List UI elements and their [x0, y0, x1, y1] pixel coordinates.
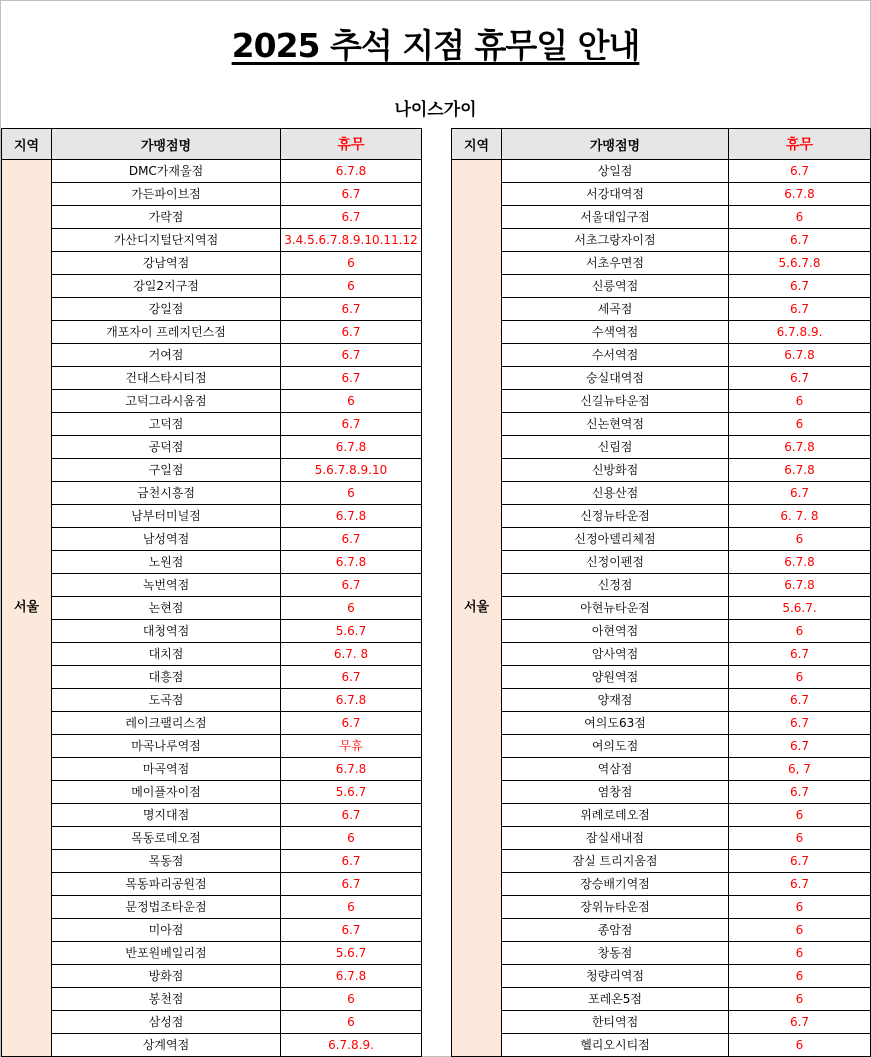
holiday-days-cell: 무휴	[281, 735, 422, 758]
holiday-days-cell: 6.7	[729, 712, 871, 735]
store-name-cell: 가락점	[52, 206, 281, 229]
holiday-days-cell: 6	[729, 413, 871, 436]
region-cell: 서울	[2, 160, 52, 1057]
store-name-cell: 수색역점	[502, 321, 729, 344]
holiday-days-cell: 6	[281, 252, 422, 275]
table-row	[452, 436, 871, 459]
table-row	[452, 160, 871, 183]
table-row	[452, 942, 871, 965]
table-row	[2, 229, 422, 252]
holiday-days-cell: 6	[729, 390, 871, 413]
holiday-days-cell: 6	[729, 206, 871, 229]
holiday-days-cell: 6.7.8	[729, 436, 871, 459]
store-name-cell: 서울대입구점	[502, 206, 729, 229]
right-schedule-table	[451, 128, 871, 1057]
holiday-days-cell: 5.6.7.8	[729, 252, 871, 275]
table-row	[452, 643, 871, 666]
holiday-days-cell: 5.6.7	[281, 620, 422, 643]
holiday-days-cell: 6.7	[281, 574, 422, 597]
table-row	[452, 1034, 871, 1057]
holiday-days-cell: 6.7.8	[281, 160, 422, 183]
table-row	[2, 597, 422, 620]
holiday-days-cell: 6.7	[281, 413, 422, 436]
store-column-header: 가맹점명	[52, 129, 281, 160]
holiday-days-cell: 6	[281, 482, 422, 505]
store-name-cell: 레이크팰리스점	[52, 712, 281, 735]
table-row	[452, 620, 871, 643]
store-name-cell: 도곡점	[52, 689, 281, 712]
table-row	[452, 919, 871, 942]
store-name-cell: 신정아델리체점	[502, 528, 729, 551]
holiday-days-cell: 3.4.5.6.7.8.9.10.11.12	[281, 229, 422, 252]
holiday-days-cell: 6.7.8	[281, 436, 422, 459]
holiday-days-cell: 6	[281, 896, 422, 919]
store-name-cell: 강일2지구점	[52, 275, 281, 298]
holiday-column-header: 휴무	[729, 129, 871, 160]
table-row	[452, 735, 871, 758]
holiday-days-cell: 5.6.7.8.9.10	[281, 459, 422, 482]
holiday-days-cell: 6.7	[729, 735, 871, 758]
store-name-cell: 신방화점	[502, 459, 729, 482]
holiday-days-cell: 6	[729, 620, 871, 643]
table-row	[2, 344, 422, 367]
store-name-cell: 위례로데오점	[502, 804, 729, 827]
store-name-cell: 아현뉴타운점	[502, 597, 729, 620]
store-name-cell: 목동파리공원점	[52, 873, 281, 896]
holiday-days-cell: 6.7.8	[281, 758, 422, 781]
holiday-days-cell: 6.7	[729, 689, 871, 712]
holiday-days-cell: 6.7	[281, 873, 422, 896]
store-name-cell: 고덕점	[52, 413, 281, 436]
table-row	[452, 988, 871, 1011]
table-row	[452, 252, 871, 275]
table-row	[2, 298, 422, 321]
store-name-cell: 목동로데오점	[52, 827, 281, 850]
store-name-cell: 역삼점	[502, 758, 729, 781]
table-row	[452, 229, 871, 252]
region-column-header: 지역	[452, 129, 502, 160]
table-row	[452, 1011, 871, 1034]
store-name-cell: 신정뉴타운점	[502, 505, 729, 528]
holiday-days-cell: 6.7	[281, 321, 422, 344]
store-name-cell: 장승배기역점	[502, 873, 729, 896]
holiday-days-cell: 6	[281, 988, 422, 1011]
store-name-cell: 강일점	[52, 298, 281, 321]
store-name-cell: 서강대역점	[502, 183, 729, 206]
holiday-days-cell: 6.7	[281, 298, 422, 321]
holiday-days-cell: 6.7.8	[729, 183, 871, 206]
holiday-days-cell: 6	[729, 988, 871, 1011]
holiday-days-cell: 6.7	[729, 275, 871, 298]
table-row	[452, 827, 871, 850]
table-row	[2, 758, 422, 781]
table-row	[2, 781, 422, 804]
holiday-days-cell: 6.7	[281, 367, 422, 390]
holiday-days-cell: 6	[729, 804, 871, 827]
table-row	[452, 413, 871, 436]
store-name-cell: 신정점	[502, 574, 729, 597]
table-row	[452, 344, 871, 367]
store-name-cell: 문정법조타운점	[52, 896, 281, 919]
holiday-days-cell: 6.7	[281, 528, 422, 551]
store-name-cell: 상일점	[502, 160, 729, 183]
table-row	[452, 896, 871, 919]
table-row	[2, 482, 422, 505]
holiday-days-cell: 6.7	[281, 919, 422, 942]
left-schedule-table	[1, 128, 422, 1057]
store-name-cell: 목동점	[52, 850, 281, 873]
table-row	[2, 252, 422, 275]
table-row	[452, 666, 871, 689]
table-row	[452, 528, 871, 551]
table-row	[452, 781, 871, 804]
region-column-header: 지역	[2, 129, 52, 160]
store-column-header: 가맹점명	[502, 129, 729, 160]
store-name-cell: 여의도63점	[502, 712, 729, 735]
holiday-days-cell: 6.7	[729, 781, 871, 804]
table-row	[452, 850, 871, 873]
store-name-cell: 노원점	[52, 551, 281, 574]
store-name-cell: 강남역점	[52, 252, 281, 275]
holiday-days-cell: 6.7.8.9.	[281, 1034, 422, 1057]
holiday-days-cell: 6.7	[729, 367, 871, 390]
holiday-days-cell: 6.7.8	[281, 965, 422, 988]
store-name-cell: 거여점	[52, 344, 281, 367]
store-name-cell: 숭실대역점	[502, 367, 729, 390]
store-name-cell: 종암점	[502, 919, 729, 942]
store-name-cell: 잠실새내점	[502, 827, 729, 850]
table-row	[452, 459, 871, 482]
store-name-cell: 신릉역점	[502, 275, 729, 298]
store-name-cell: 공덕점	[52, 436, 281, 459]
holiday-days-cell: 6	[729, 528, 871, 551]
table-row	[2, 919, 422, 942]
holiday-days-cell: 6	[281, 1011, 422, 1034]
store-name-cell: 녹번역점	[52, 574, 281, 597]
table-row	[2, 965, 422, 988]
store-name-cell: 마곡역점	[52, 758, 281, 781]
holiday-days-cell: 6, 7	[729, 758, 871, 781]
table-row	[452, 712, 871, 735]
store-name-cell: 양원역점	[502, 666, 729, 689]
store-name-cell: 신길뉴타운점	[502, 390, 729, 413]
table-row	[2, 620, 422, 643]
store-name-cell: 남부터미널점	[52, 505, 281, 528]
holiday-column-header: 휴무	[281, 129, 422, 160]
store-name-cell: 한티역점	[502, 1011, 729, 1034]
table-row	[2, 436, 422, 459]
holiday-days-cell: 6.7	[281, 666, 422, 689]
store-name-cell: 고덕그라시움점	[52, 390, 281, 413]
holiday-days-cell: 6.7. 8	[281, 643, 422, 666]
table-row	[2, 850, 422, 873]
region-cell: 서울	[452, 160, 502, 1057]
store-name-cell: 수서역점	[502, 344, 729, 367]
table-row	[452, 482, 871, 505]
table-row	[2, 505, 422, 528]
store-name-cell: 신림점	[502, 436, 729, 459]
holiday-days-cell: 6.7.8	[729, 551, 871, 574]
table-header-row	[452, 129, 871, 160]
holiday-days-cell: 6.7	[729, 873, 871, 896]
table-row	[2, 459, 422, 482]
store-name-cell: 장위뉴타운점	[502, 896, 729, 919]
holiday-days-cell: 6	[729, 666, 871, 689]
holiday-days-cell: 6.7.8	[729, 459, 871, 482]
holiday-days-cell: 6.7	[729, 298, 871, 321]
table-row	[2, 988, 422, 1011]
table-row	[452, 367, 871, 390]
table-row	[2, 827, 422, 850]
table-row	[452, 390, 871, 413]
store-name-cell: 명지대점	[52, 804, 281, 827]
store-name-cell: 신정이펜점	[502, 551, 729, 574]
table-row	[2, 942, 422, 965]
holiday-days-cell: 6. 7. 8	[729, 505, 871, 528]
table-row	[2, 1034, 422, 1057]
store-name-cell: 건대스타시티점	[52, 367, 281, 390]
store-name-cell: 대청역점	[52, 620, 281, 643]
store-name-cell: 암사역점	[502, 643, 729, 666]
store-name-cell: 여의도점	[502, 735, 729, 758]
store-name-cell: 가든파이브점	[52, 183, 281, 206]
table-row	[452, 183, 871, 206]
table-row	[2, 206, 422, 229]
table-row	[452, 689, 871, 712]
table-row	[452, 298, 871, 321]
table-row	[2, 735, 422, 758]
holiday-days-cell: 6	[729, 965, 871, 988]
store-name-cell: 창동점	[502, 942, 729, 965]
store-name-cell: 마곡나루역점	[52, 735, 281, 758]
store-name-cell: 가산디지털단지역점	[52, 229, 281, 252]
table-row	[452, 206, 871, 229]
store-name-cell: 남성역점	[52, 528, 281, 551]
table-row	[2, 689, 422, 712]
holiday-days-cell: 6.7	[729, 1011, 871, 1034]
table-row	[452, 321, 871, 344]
page-title: 2025 추석 지점 휴무일 안내	[231, 26, 640, 65]
store-name-cell: 메이플자이점	[52, 781, 281, 804]
store-name-cell: 개포자이 프레지던스점	[52, 321, 281, 344]
table-row	[2, 367, 422, 390]
table-header-row	[2, 129, 422, 160]
holiday-days-cell: 6	[281, 827, 422, 850]
store-name-cell: 염창점	[502, 781, 729, 804]
store-name-cell: 반포원베일리점	[52, 942, 281, 965]
holiday-days-cell: 6.7.8	[281, 551, 422, 574]
table-row	[2, 275, 422, 298]
holiday-days-cell: 5.6.7.	[729, 597, 871, 620]
holiday-days-cell: 6.7	[729, 850, 871, 873]
store-name-cell: 신논현역점	[502, 413, 729, 436]
store-name-cell: 세곡점	[502, 298, 729, 321]
table-row	[2, 413, 422, 436]
holiday-days-cell: 6.7	[281, 206, 422, 229]
table-row	[2, 873, 422, 896]
holiday-days-cell: 6.7.8.9.	[729, 321, 871, 344]
store-name-cell: 논현점	[52, 597, 281, 620]
holiday-days-cell: 6.7.8	[281, 505, 422, 528]
holiday-days-cell: 6.7	[729, 482, 871, 505]
table-row	[2, 390, 422, 413]
holiday-days-cell: 6	[729, 942, 871, 965]
table-row	[452, 574, 871, 597]
holiday-days-cell: 6	[729, 1034, 871, 1057]
holiday-days-cell: 6.7.8	[729, 344, 871, 367]
holiday-days-cell: 6.7	[281, 344, 422, 367]
holiday-days-cell: 6.7	[281, 850, 422, 873]
holiday-days-cell: 6	[729, 919, 871, 942]
table-row	[2, 896, 422, 919]
store-name-cell: 청량리역점	[502, 965, 729, 988]
table-row	[2, 321, 422, 344]
store-name-cell: 구일점	[52, 459, 281, 482]
table-row	[2, 1011, 422, 1034]
table-row	[2, 712, 422, 735]
table-row	[2, 183, 422, 206]
table-row	[2, 804, 422, 827]
table-row	[452, 275, 871, 298]
table-row	[2, 528, 422, 551]
holiday-days-cell: 6	[729, 896, 871, 919]
holiday-days-cell: 6.7	[729, 160, 871, 183]
table-row	[452, 505, 871, 528]
store-name-cell: 미아점	[52, 919, 281, 942]
table-row	[2, 160, 422, 183]
store-name-cell: 양재점	[502, 689, 729, 712]
brand-subtitle: 나이스가이	[394, 100, 477, 120]
table-row	[452, 597, 871, 620]
table-row	[452, 873, 871, 896]
store-name-cell: 잠실 트리지움점	[502, 850, 729, 873]
store-name-cell: 서초그랑자이점	[502, 229, 729, 252]
holiday-days-cell: 6	[281, 275, 422, 298]
table-row	[452, 551, 871, 574]
holiday-days-cell: 6.7	[281, 183, 422, 206]
holiday-days-cell: 5.6.7	[281, 781, 422, 804]
store-name-cell: 방화점	[52, 965, 281, 988]
store-name-cell: DMC가재울점	[52, 160, 281, 183]
holiday-days-cell: 6	[281, 597, 422, 620]
store-name-cell: 서초우면점	[502, 252, 729, 275]
store-name-cell: 아현역점	[502, 620, 729, 643]
store-name-cell: 삼성점	[52, 1011, 281, 1034]
table-row	[452, 804, 871, 827]
table-row	[452, 965, 871, 988]
store-name-cell: 대치점	[52, 643, 281, 666]
holiday-days-cell: 6.7	[729, 643, 871, 666]
holiday-days-cell: 6	[729, 827, 871, 850]
table-row	[2, 666, 422, 689]
holiday-days-cell: 6.7	[281, 712, 422, 735]
holiday-days-cell: 6.7.8	[729, 574, 871, 597]
table-row	[2, 551, 422, 574]
holiday-days-cell: 6.7	[729, 229, 871, 252]
holiday-days-cell: 6.7.8	[281, 689, 422, 712]
holiday-days-cell: 5.6.7	[281, 942, 422, 965]
store-name-cell: 상계역점	[52, 1034, 281, 1057]
store-name-cell: 신용산점	[502, 482, 729, 505]
store-name-cell: 헬리오시티점	[502, 1034, 729, 1057]
store-name-cell: 금천시흥점	[52, 482, 281, 505]
store-name-cell: 대흥점	[52, 666, 281, 689]
store-name-cell: 포레온5점	[502, 988, 729, 1011]
table-row	[452, 758, 871, 781]
holiday-days-cell: 6	[281, 390, 422, 413]
holiday-days-cell: 6.7	[281, 804, 422, 827]
store-name-cell: 봉천점	[52, 988, 281, 1011]
table-row	[2, 643, 422, 666]
table-row	[2, 574, 422, 597]
